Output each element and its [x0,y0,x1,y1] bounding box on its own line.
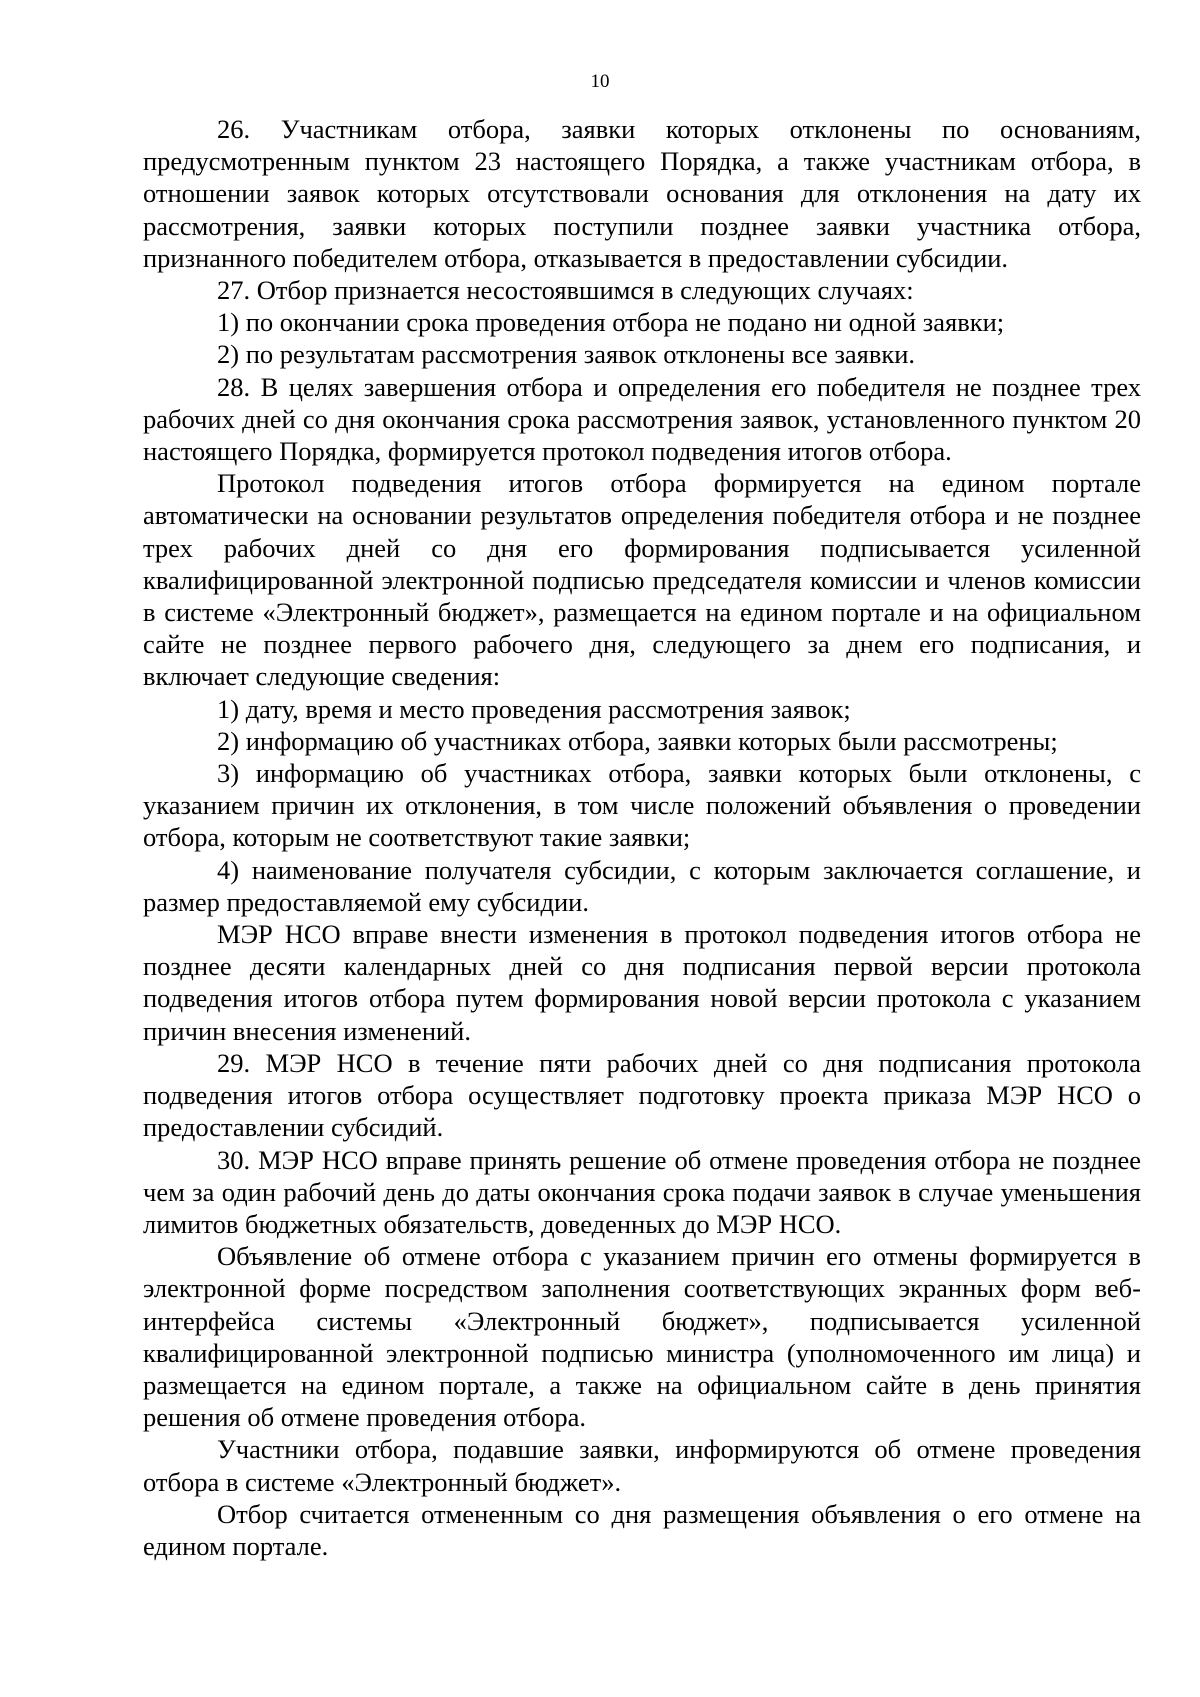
page-number: 10 [590,71,610,92]
paragraph-30-cancelled: Отбор считается отмененным со дня размещения объявления о его отмене на едином портале. [143,1498,1141,1561]
document-body [143,113,1141,1562]
paragraph-28-item-2: 2) информацию об участниках отбора, заявки которых были рассмотрены; [217,725,1058,756]
paragraph-28-item-1: 1) дату, время и место проведения рассмотрения заявок; [217,693,851,724]
paragraph-27-item-2: 2) по результатам рассмотрения заявок отклонены все заявки. [217,339,916,370]
paragraph-30: 30. МЭР НСО вправе принять решение об отмене проведения отбора не позднее чем за один рабочий день до даты окончания срока подачи заявок в случае уменьшения лимитов бюджетных обязательств, доведенных до МЭР НСО. [143,1144,1141,1239]
paragraph-30-participants: Участники отбора, подавшие заявки, информируются об отмене проведения отбора в системе «Электронный бюджет». [143,1434,1141,1497]
paragraph-28-item-4: 4) наименование получателя субсидии, с которым заключается соглашение, и размер предоставляемой ему субсидии. [143,854,1141,917]
paragraph-27: 27. Отбор признается несостоявшимся в следующих случаях: [217,275,914,306]
paragraph-28-amendments: МЭР НСО вправе внести изменения в протокол подведения итогов отбора не позднее десяти календарных дней со дня подписания первой версии протокола подведения итогов отбора путем формирования новой версии протокола с указанием причин внесения изменений. [143,919,1141,1046]
paragraph-29: 29. МЭР НСО в течение пяти рабочих дней со дня подписания протокола подведения итогов отбора осуществляет подготовку проекта приказа МЭР НСО о предоставлении субсидий. [143,1047,1141,1143]
paragraph-30-announcement: Объявление об отмене отбора с указанием причин его отмены формируется в электронной форме посредством заполнения соответствующих экранных форм веб-интерфейса системы «Электронный бюджет», подписывается усиленной квалифицированной электронной подписью министра (уполномоченного им лица) и размещается на едином портале, а также на официальном сайте в день принятия решения об отмене проведения отбора. [143,1241,1141,1433]
paragraph-27-item-1: 1) по окончании срока проведения отбора не подано ни одной заявки; [217,307,1005,338]
paragraph-28: 28. В целях завершения отбора и определения его победителя не позднее трех рабочих дней со дня окончания срока рассмотрения заявок, установленного пунктом 20 настоящего Порядка, формируется протокол подведения итогов отбора. [143,371,1141,467]
paragraph-28-item-3: 3) информацию об участниках отбора, заявки которых были отклонены, с указанием причин их отклонения, в том числе положений объявления о проведении отбора, которым не соответствуют такие заявки; [143,758,1141,853]
paragraph-28-protocol: Протокол подведения итогов отбора формируется на едином портале автоматически на основании результатов определения победителя отбора и не позднее трех рабочих дней со дня его формирования подписывается усиленной квалифицированной электронной подписью председателя комиссии и членов комиссии в системе «Электронный бюджет», размещается на едином портале и на официальном сайте не позднее первого рабочего дня, следующего за днем его подписания, и включает следующие сведения: [143,468,1141,692]
paragraph-26: 26. Участникам отбора, заявки которых отклонены по основаниям, предусмотренным пунктом 23 настоящего Порядка, а также участникам отбора, в отношении заявок которых отсутствовали основания для отклонения на дату их рассмотрения, заявки которых поступили позднее заявки участника отбора, признанного победителем отбора, отказывается в предоставлении субсидии. [143,114,1141,273]
